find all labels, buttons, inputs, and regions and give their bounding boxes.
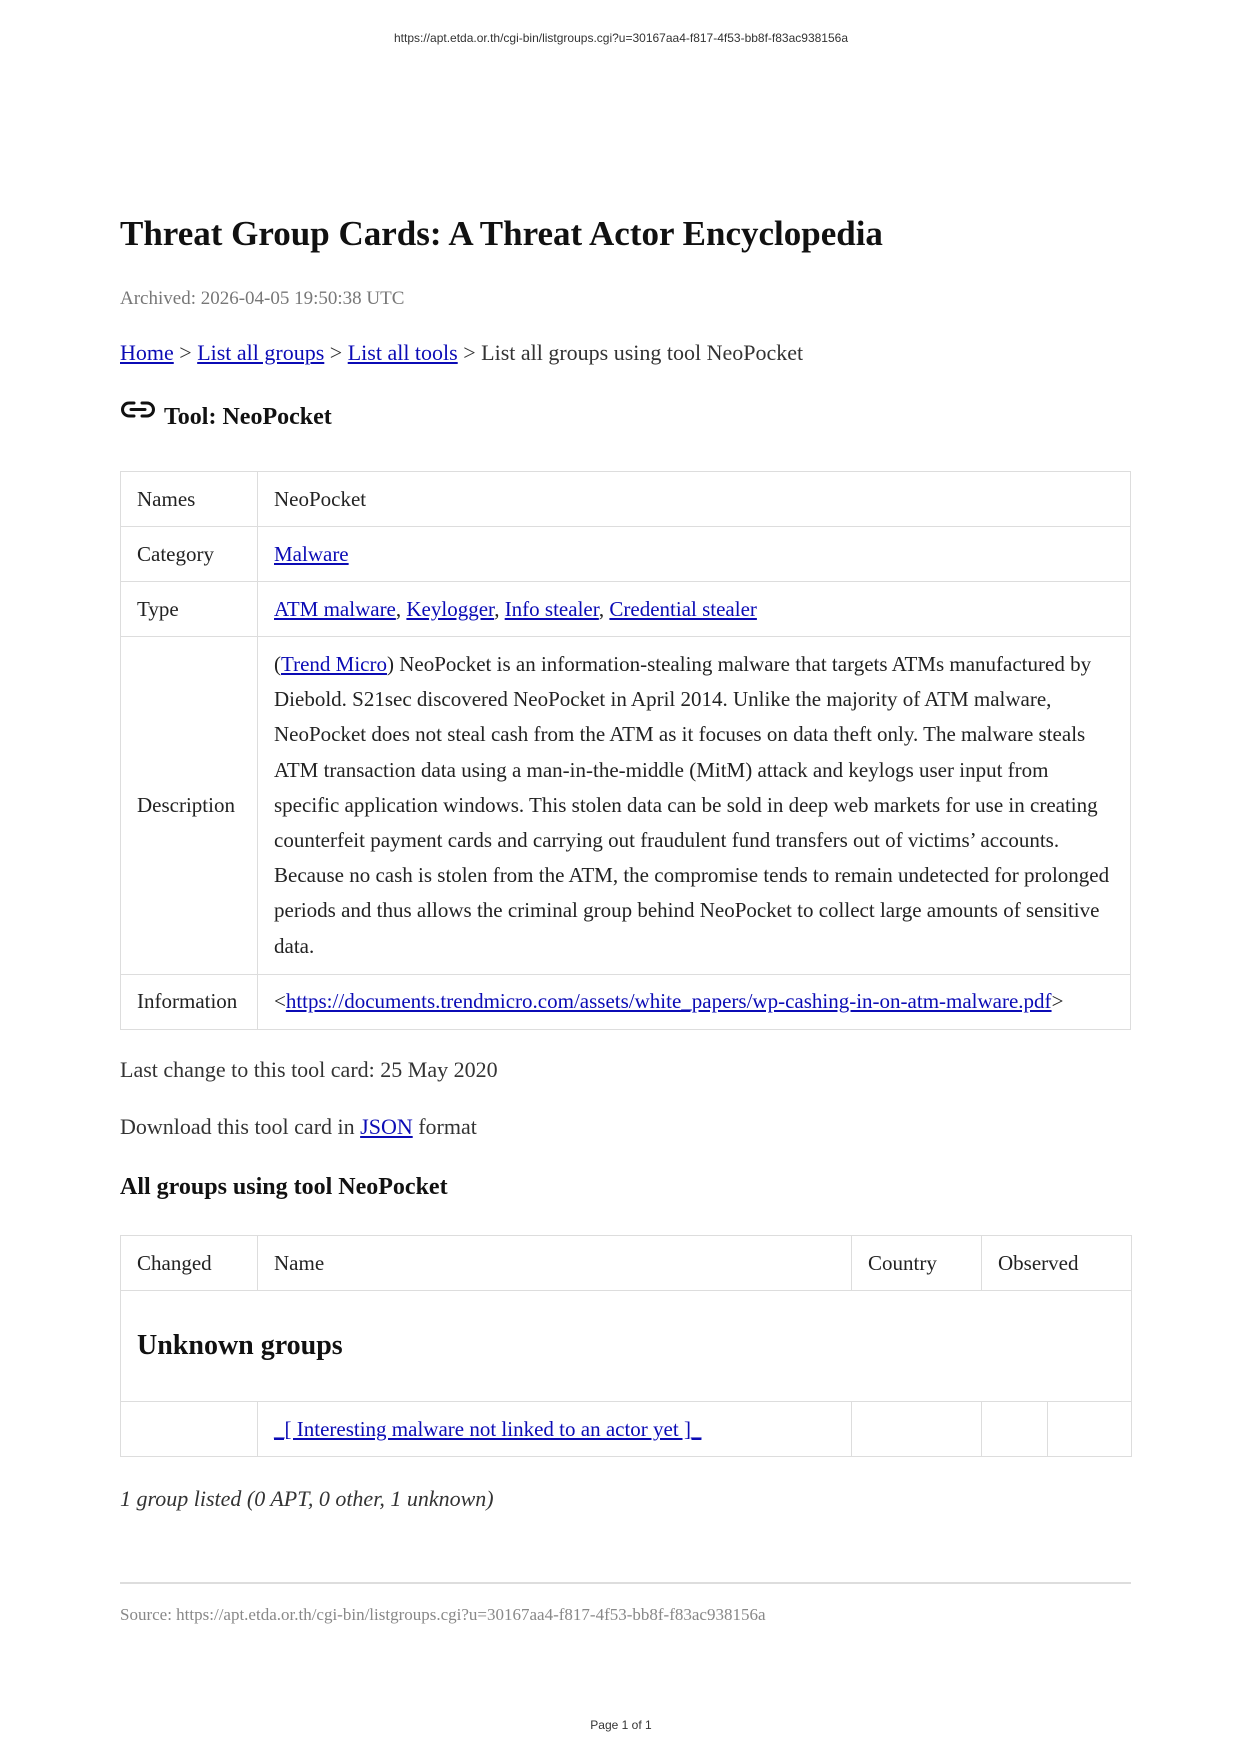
- type-cell: [258, 582, 1131, 637]
- information-open: <: [274, 989, 286, 1014]
- tool-info-table: [120, 471, 1131, 1030]
- group-count-summary: 1 group listed (0 APT, 0 other, 1 unknown): [120, 1486, 494, 1511]
- column-header-name: Name: [258, 1236, 852, 1291]
- table-row: [121, 1402, 1132, 1457]
- download-json-link[interactable]: JSON: [360, 1114, 413, 1139]
- breadcrumb-separator: >: [179, 340, 192, 365]
- description-open-paren: (: [274, 652, 281, 676]
- group-changed-cell: [121, 1402, 258, 1457]
- unknown-groups-heading: Unknown groups: [137, 1330, 343, 1361]
- tool-heading-text: Tool: NeoPocket: [164, 404, 332, 430]
- type-link-keylogger[interactable]: Keylogger: [406, 596, 495, 621]
- table-row-description: [121, 637, 1131, 975]
- tool-heading: [120, 404, 332, 431]
- archived-timestamp: Archived: 2026-04-05 19:50:38 UTC: [120, 288, 405, 309]
- information-close: >: [1051, 989, 1064, 1014]
- table-row-names: [121, 472, 1131, 527]
- description-source-link[interactable]: Trend Micro: [281, 652, 387, 676]
- table-row-information: [121, 974, 1131, 1029]
- type-link-info-stealer[interactable]: Info stealer: [504, 596, 599, 621]
- group-name-cell: [258, 1402, 852, 1457]
- footer-divider: [120, 1582, 1131, 1584]
- description-label: Description: [121, 637, 258, 975]
- type-link-atm-malware[interactable]: ATM malware: [274, 596, 396, 621]
- download-suffix: format: [418, 1114, 477, 1139]
- type-separator: ,: [598, 596, 610, 621]
- category-malware-link[interactable]: Malware: [274, 541, 349, 566]
- page-title: Threat Group Cards: A Threat Actor Encyclopedia: [120, 214, 883, 253]
- column-header-changed: Changed: [121, 1236, 258, 1291]
- table-row-type: [121, 582, 1131, 637]
- table-row-category: [121, 527, 1131, 582]
- page-number: Page 1 of 1: [590, 1718, 652, 1732]
- breadcrumb-current: List all groups using tool NeoPocket: [481, 340, 804, 365]
- type-separator: ,: [395, 596, 407, 621]
- groups-heading: All groups using tool NeoPocket: [120, 1174, 448, 1200]
- link-icon: [120, 398, 156, 422]
- description-text: ) NeoPocket is an information-stealing malware that targets ATMs manufactured by Diebold. S21sec discovered NeoPocket in April 2014. Unlike the majority of ATM malware, NeoPocket does not steal cash from the ATM as it focuses on data theft only. The malware steals ATM transaction data using a man-in-the-middle (MitM) attack and keylogs user input from specific application windows. This stolen data can be sold in deep web markets for use in creating counterfeit payment cards and carrying out fraudulent fund transfers out of victims’ accounts. Because no cash is stolen from the ATM, the compromise tends to remain undetected for prolonged periods and thus allows the criminal group behind NeoPocket to collect large amounts of sensitive data.: [274, 652, 1110, 958]
- group-country-cell: [852, 1402, 982, 1457]
- group-name-link[interactable]: _[ Interesting malware not linked to an actor yet ]_: [274, 1416, 702, 1441]
- groups-table-header: [121, 1236, 1132, 1291]
- category-label: Category: [121, 527, 258, 582]
- description-cell: [258, 637, 1131, 975]
- type-separator: ,: [494, 596, 505, 621]
- groups-table: [120, 1235, 1132, 1457]
- download-line: [120, 1114, 477, 1140]
- source-url: Source: https://apt.etda.or.th/cgi-bin/listgroups.cgi?u=30167aa4-f817-4f53-bb8f-f83ac938156a: [120, 1605, 766, 1624]
- group-observed-cell: [982, 1402, 1048, 1457]
- breadcrumb-separator: >: [463, 340, 476, 365]
- group-extra-cell: [1048, 1402, 1132, 1457]
- names-value: NeoPocket: [258, 472, 1131, 527]
- groups-subheading-cell: [121, 1291, 1132, 1402]
- breadcrumb-list-groups-link[interactable]: List all groups: [197, 340, 325, 365]
- groups-subheading-row: [121, 1291, 1132, 1402]
- breadcrumb-home-link[interactable]: Home: [120, 340, 174, 365]
- column-header-country: Country: [852, 1236, 982, 1291]
- information-label: Information: [121, 974, 258, 1029]
- information-link[interactable]: https://documents.trendmicro.com/assets/white_papers/wp-cashing-in-on-atm-malware.pdf: [285, 989, 1052, 1014]
- print-header-url: https://apt.etda.or.th/cgi-bin/listgroups.cgi?u=30167aa4-f817-4f53-bb8f-f83ac938156a: [394, 31, 848, 45]
- breadcrumb-separator: >: [329, 340, 343, 365]
- breadcrumb-list-tools-link[interactable]: List all tools: [347, 340, 458, 365]
- names-label: Names: [121, 472, 258, 527]
- column-header-observed: Observed: [982, 1236, 1132, 1291]
- information-cell: [258, 974, 1131, 1029]
- type-link-credential-stealer[interactable]: Credential stealer: [609, 596, 757, 621]
- last-change-text: Last change to this tool card: 25 May 2020: [120, 1057, 498, 1082]
- breadcrumb: [120, 340, 803, 366]
- category-cell: [258, 527, 1131, 582]
- download-prefix: Download this tool card in: [120, 1114, 355, 1139]
- type-label: Type: [121, 582, 258, 637]
